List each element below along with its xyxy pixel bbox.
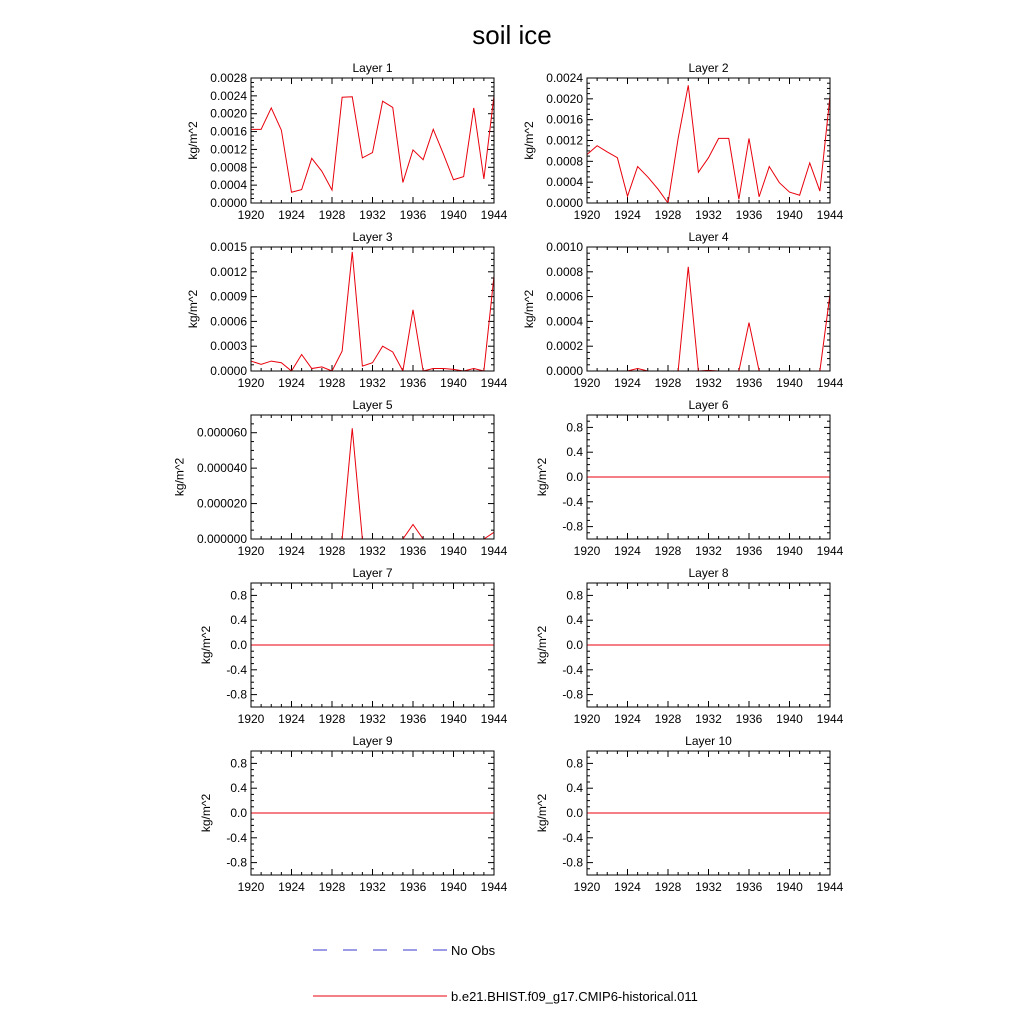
y-tick-label: 0.0000	[546, 364, 583, 378]
y-tick-label: 0.0	[566, 470, 583, 484]
plot-frame	[587, 247, 830, 371]
x-tick-label: 1928	[654, 544, 682, 558]
x-tick-label: 1928	[654, 880, 682, 894]
panel-title: Layer 6	[688, 398, 729, 412]
y-tick-label: -0.4	[226, 830, 247, 845]
x-tick-label: 1936	[735, 544, 763, 558]
x-tick-label: 1940	[776, 544, 803, 558]
panel-layer-7	[199, 566, 507, 726]
panel-layer-5	[172, 398, 507, 558]
y-tick-label: 0.0008	[210, 160, 247, 175]
series-line	[251, 252, 494, 371]
x-tick-label: 1928	[318, 376, 346, 390]
y-tick-label: 0.0010	[546, 240, 583, 254]
y-tick-label: -0.8	[562, 687, 583, 702]
x-tick-label: 1932	[359, 376, 386, 390]
y-tick-label: 0.0016	[210, 124, 247, 139]
x-tick-label: 1920	[237, 376, 265, 390]
x-tick-label: 1928	[318, 880, 346, 894]
y-tick-label: 0.4	[566, 781, 583, 796]
x-tick-label: 1932	[695, 376, 722, 390]
x-tick-label: 1920	[237, 208, 265, 222]
y-tick-label: 0.0000	[210, 364, 247, 378]
y-tick-label: 0.0024	[546, 71, 583, 85]
y-tick-label: 0.0020	[546, 91, 583, 106]
x-tick-label: 1940	[440, 712, 467, 726]
x-tick-label: 1936	[399, 376, 427, 390]
y-tick-label: 0.0024	[210, 88, 247, 103]
panel-layer-2	[522, 61, 844, 222]
y-tick-label: 0.0008	[546, 154, 583, 169]
y-tick-label: 0.0004	[546, 175, 583, 190]
y-axis-label: kg/m^2	[172, 457, 187, 497]
y-tick-label: 0.8	[566, 588, 583, 603]
panel-title: Layer 3	[352, 230, 393, 244]
x-tick-label: 1924	[614, 208, 641, 222]
panels	[172, 61, 843, 894]
y-tick-label: 0.000020	[196, 496, 247, 511]
x-tick-label: 1944	[480, 208, 508, 222]
x-tick-label: 1936	[735, 376, 763, 390]
x-tick-label: 1932	[695, 208, 722, 222]
y-axis-label: kg/m^2	[521, 121, 536, 160]
x-tick-label: 1944	[480, 544, 508, 558]
y-tick-label: 0.0008	[546, 264, 583, 279]
x-tick-label: 1928	[654, 712, 682, 726]
panel-layer-3	[186, 230, 508, 390]
x-tick-label: 1928	[654, 376, 682, 390]
y-tick-label: 0.0028	[210, 71, 247, 85]
x-tick-label: 1924	[614, 712, 641, 726]
y-tick-label: 0.0020	[210, 106, 247, 121]
x-tick-label: 1936	[735, 880, 763, 894]
panel-layer-4	[522, 230, 844, 390]
x-tick-label: 1924	[614, 376, 641, 390]
x-tick-label: 1920	[237, 880, 265, 894]
y-tick-label: 0.0012	[210, 264, 247, 279]
y-tick-label: 0.0	[566, 638, 583, 652]
y-tick-label: 0.000040	[196, 461, 247, 476]
x-tick-label: 1944	[816, 880, 844, 894]
y-tick-label: 0.0	[230, 806, 247, 820]
panel-layer-8	[535, 566, 843, 726]
y-tick-label: -0.4	[562, 494, 583, 509]
y-tick-label: -0.4	[562, 662, 583, 677]
y-tick-label: 0.8	[566, 756, 583, 771]
x-tick-label: 1940	[440, 376, 467, 390]
x-tick-label: 1928	[318, 544, 346, 558]
y-tick-label: 0.0002	[546, 339, 583, 354]
y-tick-label: 0.0006	[546, 289, 583, 304]
x-tick-label: 1944	[480, 712, 508, 726]
y-tick-label: 0.0016	[546, 112, 583, 127]
y-tick-label: -0.8	[226, 687, 247, 702]
y-tick-label: 0.0004	[210, 178, 247, 193]
x-tick-label: 1932	[695, 544, 722, 558]
y-tick-label: 0.000060	[196, 425, 247, 440]
panel-layer-6	[535, 398, 843, 558]
panel-layer-10	[535, 734, 843, 894]
x-tick-label: 1928	[318, 208, 346, 222]
y-tick-label: 0.8	[230, 756, 247, 771]
x-tick-label: 1940	[776, 208, 803, 222]
x-tick-label: 1940	[440, 880, 467, 894]
x-tick-label: 1920	[573, 208, 601, 222]
panel-layer-9	[199, 734, 507, 894]
series-line	[587, 267, 830, 371]
y-axis-label: kg/m^2	[535, 793, 550, 833]
page-title: soil ice	[472, 20, 552, 50]
y-tick-label: 0.0	[566, 806, 583, 820]
y-axis-label: kg/m^2	[185, 121, 200, 160]
x-tick-label: 1936	[399, 208, 427, 222]
x-tick-label: 1944	[480, 376, 508, 390]
panel-title: Layer 10	[685, 734, 732, 748]
y-tick-label: 0.0003	[210, 339, 247, 354]
x-tick-label: 1936	[399, 880, 427, 894]
x-tick-label: 1920	[237, 544, 265, 558]
legend	[313, 943, 698, 1004]
x-tick-label: 1940	[776, 880, 803, 894]
x-tick-label: 1920	[573, 880, 601, 894]
x-tick-label: 1936	[399, 544, 427, 558]
y-tick-label: -0.8	[226, 855, 247, 870]
y-tick-label: 0.0015	[210, 240, 247, 254]
legend-model-label: b.e21.BHIST.f09_g17.CMIP6-historical.011	[451, 989, 698, 1004]
series-line	[587, 85, 830, 203]
plot-frame	[587, 78, 830, 203]
x-tick-label: 1924	[614, 880, 641, 894]
x-tick-label: 1924	[278, 712, 305, 726]
plot-frame	[251, 247, 494, 371]
y-tick-label: 0.0000	[210, 196, 247, 210]
y-axis-label: kg/m^2	[535, 457, 550, 497]
panel-title: Layer 5	[352, 398, 393, 412]
y-axis-label: kg/m^2	[535, 625, 550, 665]
series-line	[251, 96, 494, 192]
x-tick-label: 1932	[359, 712, 386, 726]
y-axis-label: kg/m^2	[199, 625, 214, 665]
x-tick-label: 1936	[735, 208, 763, 222]
y-tick-label: -0.8	[562, 519, 583, 534]
x-tick-label: 1932	[695, 712, 722, 726]
panel-title: Layer 7	[352, 566, 393, 580]
y-tick-label: 0.0004	[546, 314, 583, 329]
y-tick-label: -0.4	[562, 830, 583, 845]
plot-frame	[251, 415, 494, 539]
x-tick-label: 1944	[480, 880, 508, 894]
x-tick-label: 1940	[440, 208, 467, 222]
series-line	[251, 428, 494, 539]
x-tick-label: 1944	[816, 712, 844, 726]
x-tick-label: 1924	[278, 208, 305, 222]
y-tick-label: 0.8	[566, 420, 583, 435]
x-tick-label: 1940	[776, 376, 803, 390]
x-tick-label: 1928	[318, 712, 346, 726]
y-axis-label: kg/m^2	[521, 289, 536, 329]
x-tick-label: 1944	[816, 544, 844, 558]
plot-frame	[251, 78, 494, 203]
y-tick-label: 0.8	[230, 588, 247, 603]
panel-title: Layer 9	[352, 734, 393, 748]
x-tick-label: 1936	[399, 712, 427, 726]
x-tick-label: 1920	[237, 712, 265, 726]
panel-layer-1	[186, 61, 508, 222]
panel-title: Layer 2	[688, 61, 729, 75]
panel-title: Layer 8	[688, 566, 729, 580]
x-tick-label: 1944	[816, 208, 844, 222]
legend-obs-label: No Obs	[451, 943, 496, 958]
x-tick-label: 1932	[359, 880, 386, 894]
x-tick-label: 1932	[359, 208, 386, 222]
x-tick-label: 1928	[654, 208, 682, 222]
x-tick-label: 1920	[573, 544, 601, 558]
y-tick-label: 0.4	[566, 445, 583, 460]
y-tick-label: 0.0012	[210, 142, 247, 157]
x-tick-label: 1924	[278, 880, 305, 894]
x-tick-label: 1944	[816, 376, 844, 390]
y-tick-label: 0.0009	[210, 289, 247, 304]
y-tick-label: 0.000000	[196, 532, 247, 546]
x-tick-label: 1940	[776, 712, 803, 726]
y-tick-label: 0.0000	[546, 196, 583, 210]
y-tick-label: -0.4	[226, 662, 247, 677]
y-tick-label: 0.4	[566, 613, 583, 628]
y-axis-label: kg/m^2	[185, 289, 200, 329]
panel-title: Layer 1	[352, 61, 393, 75]
x-tick-label: 1932	[695, 880, 722, 894]
y-tick-label: 0.0012	[546, 133, 583, 148]
x-tick-label: 1936	[735, 712, 763, 726]
x-tick-label: 1924	[278, 376, 305, 390]
x-tick-label: 1932	[359, 544, 386, 558]
panel-title: Layer 4	[688, 230, 729, 244]
x-tick-label: 1920	[573, 712, 601, 726]
x-tick-label: 1920	[573, 376, 601, 390]
y-tick-label: 0.0006	[210, 314, 247, 329]
x-tick-label: 1924	[614, 544, 641, 558]
y-axis-label: kg/m^2	[199, 793, 214, 833]
y-tick-label: 0.4	[230, 613, 247, 628]
y-tick-label: 0.0	[230, 638, 247, 652]
y-tick-label: 0.4	[230, 781, 247, 796]
y-tick-label: -0.8	[562, 855, 583, 870]
x-tick-label: 1924	[278, 544, 305, 558]
x-tick-label: 1940	[440, 544, 467, 558]
